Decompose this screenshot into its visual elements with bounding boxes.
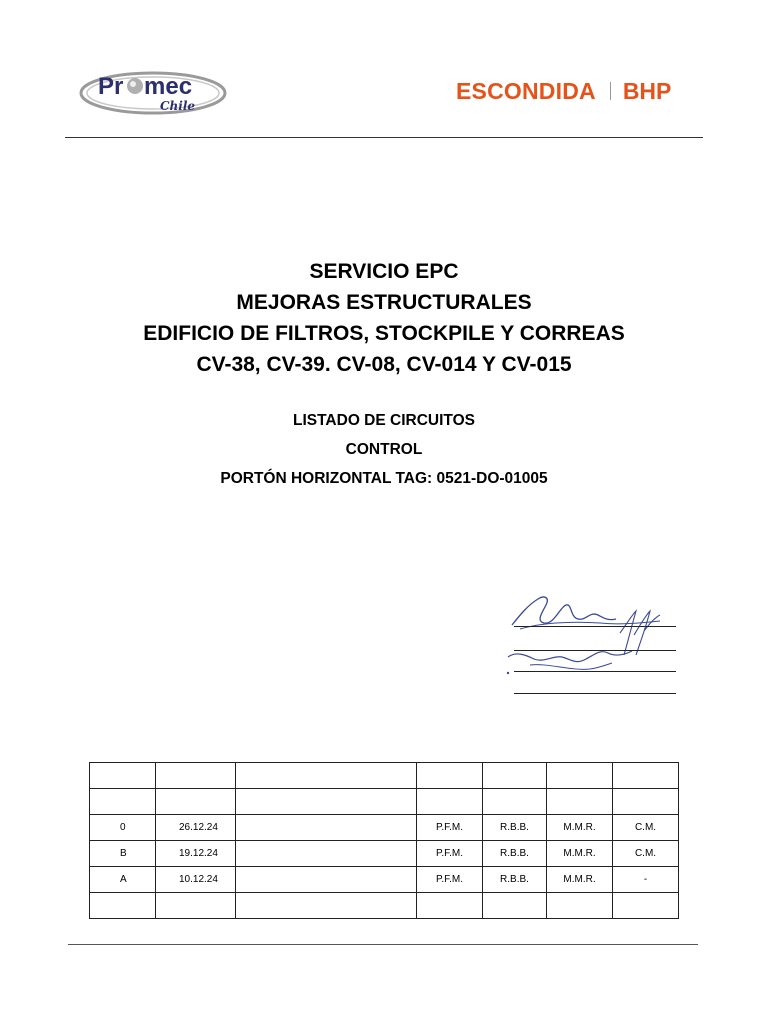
rev-cell: B bbox=[90, 841, 156, 867]
date-cell bbox=[156, 893, 236, 919]
escondida-wordmark: ESCONDIDA bbox=[456, 77, 596, 104]
approved-cell bbox=[547, 893, 613, 919]
client-cell bbox=[613, 789, 679, 815]
document-subtitle bbox=[0, 406, 768, 493]
description-cell bbox=[236, 841, 417, 867]
rev-cell bbox=[90, 789, 156, 815]
table-row bbox=[90, 867, 679, 893]
escondida-bhp-logo bbox=[456, 76, 671, 106]
header-divider bbox=[65, 137, 703, 138]
description-cell bbox=[236, 893, 417, 919]
approved-cell: M.M.R. bbox=[547, 815, 613, 841]
approved-cell bbox=[547, 789, 613, 815]
footer-divider bbox=[68, 944, 698, 945]
approved-cell: M.M.R. bbox=[547, 841, 613, 867]
rev-cell bbox=[90, 893, 156, 919]
title-line: SERVICIO EPC bbox=[309, 260, 459, 283]
description-cell bbox=[236, 815, 417, 841]
description-cell bbox=[236, 789, 417, 815]
document-title bbox=[0, 256, 768, 380]
date-cell: 19.12.24 bbox=[156, 841, 236, 867]
signature-line bbox=[514, 671, 676, 672]
svg-text:mec: mec bbox=[144, 73, 193, 100]
table-row bbox=[90, 815, 679, 841]
subtitle-line: PORTÓN HORIZONTAL TAG: 0521-DO-01005 bbox=[220, 470, 548, 487]
reviewed-cell bbox=[483, 789, 547, 815]
revision-table bbox=[89, 762, 679, 919]
client-cell bbox=[613, 763, 679, 789]
promec-logo bbox=[78, 62, 228, 120]
client-cell: C.M. bbox=[613, 841, 679, 867]
table-row bbox=[90, 763, 679, 789]
prepared-cell: P.F.M. bbox=[417, 815, 483, 841]
reviewed-cell bbox=[483, 893, 547, 919]
date-cell bbox=[156, 789, 236, 815]
reviewed-cell: R.B.B. bbox=[483, 815, 547, 841]
prepared-cell: P.F.M. bbox=[417, 841, 483, 867]
title-line: CV-38, CV-39. CV-08, CV-014 Y CV-015 bbox=[196, 353, 572, 376]
prepared-cell bbox=[417, 763, 483, 789]
description-cell bbox=[236, 867, 417, 893]
table-row bbox=[90, 893, 679, 919]
title-line: EDIFICIO DE FILTROS, STOCKPILE Y CORREAS bbox=[143, 322, 625, 345]
reviewed-cell bbox=[483, 763, 547, 789]
reviewed-cell: R.B.B. bbox=[483, 867, 547, 893]
table-row bbox=[90, 789, 679, 815]
prepared-cell: P.F.M. bbox=[417, 867, 483, 893]
table-row bbox=[90, 841, 679, 867]
logo-separator bbox=[610, 82, 611, 100]
title-line: MEJORAS ESTRUCTURALES bbox=[236, 291, 532, 314]
signature-line bbox=[514, 650, 676, 651]
client-cell: - bbox=[613, 867, 679, 893]
signature-line bbox=[514, 693, 676, 694]
prepared-cell bbox=[417, 893, 483, 919]
rev-cell bbox=[90, 763, 156, 789]
description-cell bbox=[236, 763, 417, 789]
subtitle-line: CONTROL bbox=[345, 441, 423, 458]
date-cell bbox=[156, 763, 236, 789]
rev-cell: A bbox=[90, 867, 156, 893]
prepared-cell bbox=[417, 789, 483, 815]
handwritten-signatures bbox=[500, 585, 685, 700]
date-cell: 26.12.24 bbox=[156, 815, 236, 841]
reviewed-cell: R.B.B. bbox=[483, 841, 547, 867]
svg-text:Pr: Pr bbox=[98, 73, 124, 100]
rev-cell: 0 bbox=[90, 815, 156, 841]
date-cell: 10.12.24 bbox=[156, 867, 236, 893]
client-cell bbox=[613, 893, 679, 919]
signature-line bbox=[514, 626, 676, 627]
svg-text:Chile: Chile bbox=[160, 99, 196, 113]
approved-cell bbox=[547, 763, 613, 789]
bhp-wordmark: BHP bbox=[622, 77, 672, 104]
approved-cell: M.M.R. bbox=[547, 867, 613, 893]
subtitle-line: LISTADO DE CIRCUITOS bbox=[293, 412, 475, 429]
signature-block bbox=[500, 585, 685, 700]
client-cell: C.M. bbox=[613, 815, 679, 841]
